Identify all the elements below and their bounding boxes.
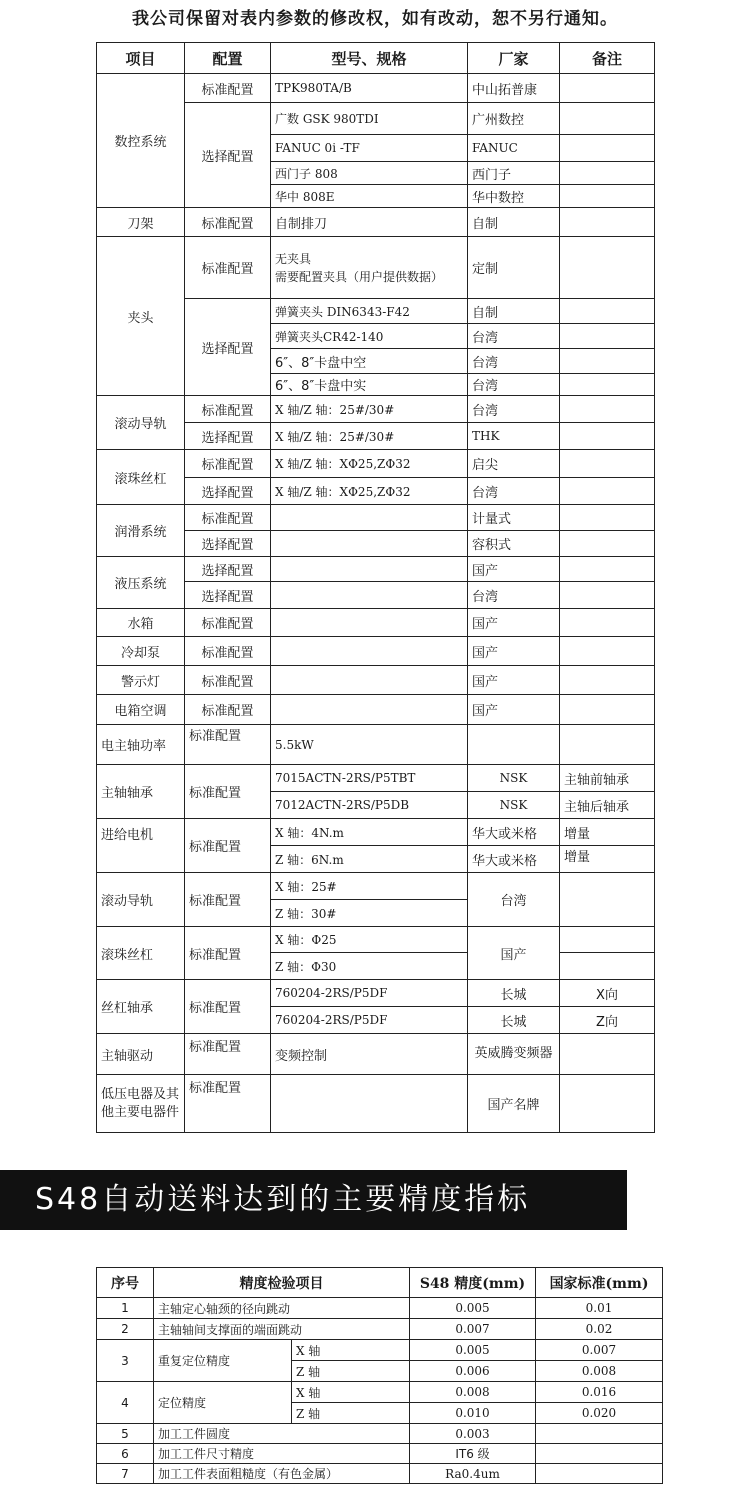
standard-cell: 0.02 (536, 1319, 663, 1340)
item-cell: 刀架 (97, 208, 185, 237)
model-cell (271, 505, 468, 531)
item-cell: 低压电器及其他主要电器件 (97, 1075, 185, 1133)
header-model: 型号、规格 (271, 43, 468, 74)
check-item-cell: 主轴轴间支撑面的端面跳动 (154, 1319, 410, 1340)
maker-cell: 国产 (468, 666, 560, 695)
no-cell: 2 (97, 1319, 154, 1340)
model-cell: 自制排刀 (271, 208, 468, 237)
model-cell (271, 609, 468, 637)
model-cell: Z 轴：6N.m (271, 846, 468, 873)
item-cell: 冷却泵 (97, 637, 185, 666)
maker-cell: 广州数控 (468, 103, 560, 135)
standard-cell: 0.007 (536, 1340, 663, 1361)
config-cell: 标准配置 (185, 765, 271, 819)
config-cell: 标准配置 (185, 609, 271, 637)
item-cell: 润滑系统 (97, 505, 185, 557)
model-cell (271, 582, 468, 609)
note-cell (560, 423, 655, 450)
item-cell: 丝杠轴承 (97, 980, 185, 1034)
config-cell: 标准配置 (185, 666, 271, 695)
item-cell: 滚珠丝杠 (97, 927, 185, 980)
no-cell: 6 (97, 1444, 154, 1464)
check-item-cell: 加工工件圆度 (154, 1424, 410, 1444)
note-cell (560, 873, 655, 927)
header-s48: S48 精度(mm) (410, 1268, 536, 1298)
header-maker: 厂家 (468, 43, 560, 74)
model-cell: 西门子 808 (271, 162, 468, 185)
model-cell: 弹簧夹头CR42-140 (271, 324, 468, 349)
model-cell: X 轴：4N.m (271, 819, 468, 846)
item-cell: 进给电机 (97, 819, 185, 873)
model-cell: X 轴：Φ25 (271, 927, 468, 953)
config-cell: 标准配置 (185, 695, 271, 725)
standard-cell: 0.020 (536, 1403, 663, 1424)
maker-cell: 启尖 (468, 450, 560, 478)
notice-text: 我公司保留对表内参数的修改权，如有改动，恕不另行通知。 (132, 9, 618, 29)
table-row (97, 450, 655, 478)
table-row (97, 557, 655, 582)
maker-cell: 华大或米格 (468, 846, 560, 873)
maker-cell: 华大或米格 (468, 819, 560, 846)
header-note: 备注 (560, 43, 655, 74)
precision-table (96, 1267, 663, 1484)
config-cell: 标准配置 (185, 1075, 271, 1133)
header-no: 序号 (97, 1268, 154, 1298)
table-row (97, 1464, 663, 1484)
model-cell: X 轴/Z 轴：XΦ25,ZΦ32 (271, 478, 468, 505)
item-cell: 夹头 (97, 237, 185, 396)
model-cell: X 轴/Z 轴：25#/30# (271, 423, 468, 450)
table-row (97, 208, 655, 237)
item-cell: 电箱空调 (97, 695, 185, 725)
no-cell: 3 (97, 1340, 154, 1382)
header-item: 项目 (97, 43, 185, 74)
maker-cell: 国产名牌 (468, 1075, 560, 1133)
maker-cell: 台湾 (468, 396, 560, 423)
header-config: 配置 (185, 43, 271, 74)
model-cell (271, 557, 468, 582)
model-cell: 变频控制 (271, 1034, 468, 1075)
axis-cell: X 轴 (292, 1340, 410, 1361)
config-cell: 标准配置 (185, 74, 271, 103)
table-row (97, 1075, 655, 1133)
note-cell: 增量 (560, 819, 655, 846)
model-cell (271, 531, 468, 557)
note-cell (560, 725, 655, 765)
table-row (97, 695, 655, 725)
note-cell (560, 637, 655, 666)
note-cell (560, 478, 655, 505)
maker-cell: NSK (468, 792, 560, 819)
check-item-cell: 主轴定心轴颈的径向跳动 (154, 1298, 410, 1319)
item-cell: 液压系统 (97, 557, 185, 609)
item-cell: 数控系统 (97, 74, 185, 208)
model-cell (271, 695, 468, 725)
model-cell: FANUC 0i -TF (271, 135, 468, 162)
s48-cell: 0.005 (410, 1298, 536, 1319)
config-cell: 标准配置 (185, 505, 271, 531)
note-cell (560, 374, 655, 396)
note-cell: 增量 (560, 846, 655, 873)
maker-cell (468, 725, 560, 765)
header-check-item: 精度检验项目 (154, 1268, 410, 1298)
maker-cell: 西门子 (468, 162, 560, 185)
note-cell (560, 927, 655, 953)
note-cell (560, 103, 655, 135)
model-cell: X 轴/Z 轴：25#/30# (271, 396, 468, 423)
model-cell: 7015ACTN-2RS/P5TBT (271, 765, 468, 792)
model-cell: 6″、8″卡盘中空 (271, 349, 468, 374)
axis-cell: X 轴 (292, 1382, 410, 1403)
config-cell: 选择配置 (185, 423, 271, 450)
table-row (97, 609, 655, 637)
config-cell: 选择配置 (185, 478, 271, 505)
note-cell (560, 1034, 655, 1075)
config-cell: 标准配置 (185, 980, 271, 1034)
item-cell: 主轴轴承 (97, 765, 185, 819)
maker-cell: FANUC (468, 135, 560, 162)
maker-cell: 容积式 (468, 531, 560, 557)
item-cell: 警示灯 (97, 666, 185, 695)
model-cell: 760204-2RS/P5DF (271, 980, 468, 1007)
model-cell: X 轴/Z 轴：XΦ25,ZΦ32 (271, 450, 468, 478)
maker-cell: 台湾 (468, 349, 560, 374)
model-cell: 6″、8″卡盘中实 (271, 374, 468, 396)
maker-cell: 长城 (468, 1007, 560, 1034)
note-cell (560, 1075, 655, 1133)
table-row (97, 74, 655, 103)
note-cell (560, 695, 655, 725)
config-cell: 标准配置 (185, 873, 271, 927)
table-row (97, 819, 655, 846)
model-cell (271, 1075, 468, 1133)
note-cell: X向 (560, 980, 655, 1007)
no-cell: 1 (97, 1298, 154, 1319)
maker-cell: 台湾 (468, 324, 560, 349)
model-cell: 7012ACTN-2RS/P5DB (271, 792, 468, 819)
s48-cell: 0.010 (410, 1403, 536, 1424)
config-cell: 标准配置 (185, 819, 271, 873)
maker-cell: 华中数控 (468, 185, 560, 208)
maker-cell: 计量式 (468, 505, 560, 531)
maker-cell: 国产 (468, 609, 560, 637)
config-cell: 选择配置 (185, 582, 271, 609)
config-cell: 选择配置 (185, 557, 271, 582)
maker-cell: 自制 (468, 208, 560, 237)
s48-cell: 0.008 (410, 1382, 536, 1403)
table-row (97, 237, 655, 299)
maker-cell: 中山拓普康 (468, 74, 560, 103)
model-cell: 无夹具 需要配置夹具（用户提供数据） (271, 237, 468, 299)
model-cell: X 轴：25# (271, 873, 468, 900)
model-cell: Z 轴：Φ30 (271, 953, 468, 980)
note-cell: Z向 (560, 1007, 655, 1034)
maker-cell: 国产 (468, 637, 560, 666)
check-item-cell: 重复定位精度 (154, 1340, 292, 1382)
s48-cell: Ra0.4um (410, 1464, 536, 1484)
precision-header-row (97, 1268, 663, 1298)
item-cell: 滚动导轨 (97, 873, 185, 927)
maker-cell: 自制 (468, 299, 560, 324)
maker-cell: 台湾 (468, 582, 560, 609)
note-cell (560, 557, 655, 582)
config-cell: 标准配置 (185, 450, 271, 478)
spec-table (96, 42, 655, 1133)
item-cell: 主轴驱动 (97, 1034, 185, 1075)
no-cell: 7 (97, 1464, 154, 1484)
note-cell (560, 299, 655, 324)
table-row (97, 765, 655, 792)
table-row (97, 1444, 663, 1464)
table-row (97, 1034, 655, 1075)
note-cell (560, 450, 655, 478)
spec-header-row (97, 43, 655, 74)
precision-banner: S48自动送料达到的主要精度指标 (0, 1170, 627, 1230)
standard-cell: 0.016 (536, 1382, 663, 1403)
table-row (97, 1340, 663, 1361)
maker-cell: 定制 (468, 237, 560, 299)
table-row (97, 980, 655, 1007)
standard-cell (536, 1424, 663, 1444)
maker-cell: 台湾 (468, 374, 560, 396)
model-cell: TPK980TA/B (271, 74, 468, 103)
config-cell: 选择配置 (185, 103, 271, 208)
check-item-cell: 加工工件表面粗糙度（有色金属） (154, 1464, 410, 1484)
note-cell: 主轴前轴承 (560, 765, 655, 792)
note-cell (560, 531, 655, 557)
note-cell (560, 135, 655, 162)
note-cell (560, 505, 655, 531)
config-cell: 标准配置 (185, 1034, 271, 1075)
table-row (97, 666, 655, 695)
maker-cell: 台湾 (468, 478, 560, 505)
note-cell: 主轴后轴承 (560, 792, 655, 819)
config-cell: 选择配置 (185, 531, 271, 557)
model-cell: 760204-2RS/P5DF (271, 1007, 468, 1034)
maker-cell: THK (468, 423, 560, 450)
note-cell (560, 666, 655, 695)
no-cell: 5 (97, 1424, 154, 1444)
table-row (97, 1319, 663, 1340)
config-cell: 标准配置 (185, 637, 271, 666)
standard-cell (536, 1464, 663, 1484)
table-row (97, 396, 655, 423)
config-cell: 标准配置 (185, 396, 271, 423)
model-cell: 华中 808E (271, 185, 468, 208)
config-cell: 标准配置 (185, 208, 271, 237)
table-row (97, 927, 655, 953)
model-cell: 弹簧夹头 DIN6343-F42 (271, 299, 468, 324)
table-row (97, 505, 655, 531)
note-cell (560, 609, 655, 637)
model-cell: 广数 GSK 980TDI (271, 103, 468, 135)
note-cell (560, 237, 655, 299)
table-row (97, 1382, 663, 1403)
note-cell (560, 74, 655, 103)
model-cell: 5.5kW (271, 725, 468, 765)
maker-cell: 国产 (468, 927, 560, 980)
note-cell (560, 185, 655, 208)
table-row (97, 725, 655, 765)
model-cell (271, 666, 468, 695)
item-cell: 滚珠丝杠 (97, 450, 185, 505)
maker-cell: 英威腾变频器 (468, 1034, 560, 1075)
s48-cell: 0.003 (410, 1424, 536, 1444)
item-cell: 滚动导轨 (97, 396, 185, 450)
config-cell: 标准配置 (185, 725, 271, 765)
config-cell: 选择配置 (185, 299, 271, 396)
maker-cell: NSK (468, 765, 560, 792)
standard-cell: 0.01 (536, 1298, 663, 1319)
item-cell: 电主轴功率 (97, 725, 185, 765)
note-cell (560, 324, 655, 349)
check-item-cell: 加工工件尺寸精度 (154, 1444, 410, 1464)
maker-cell: 长城 (468, 980, 560, 1007)
no-cell: 4 (97, 1382, 154, 1424)
axis-cell: Z 轴 (292, 1361, 410, 1382)
model-cell (271, 637, 468, 666)
maker-cell: 国产 (468, 557, 560, 582)
standard-cell (536, 1444, 663, 1464)
maker-cell: 台湾 (468, 873, 560, 927)
table-row (97, 637, 655, 666)
axis-cell: Z 轴 (292, 1403, 410, 1424)
table-row (97, 1424, 663, 1444)
table-row (97, 1298, 663, 1319)
check-item-cell: 定位精度 (154, 1382, 292, 1424)
item-cell: 水箱 (97, 609, 185, 637)
s48-cell: 0.006 (410, 1361, 536, 1382)
note-cell (560, 396, 655, 423)
s48-cell: 0.005 (410, 1340, 536, 1361)
note-cell (560, 208, 655, 237)
standard-cell: 0.008 (536, 1361, 663, 1382)
config-cell: 标准配置 (185, 927, 271, 980)
table-row (97, 873, 655, 900)
maker-cell: 国产 (468, 695, 560, 725)
model-cell: Z 轴：30# (271, 900, 468, 927)
note-cell (560, 953, 655, 980)
note-cell (560, 582, 655, 609)
header-standard: 国家标准(mm) (536, 1268, 663, 1298)
s48-cell: 0.007 (410, 1319, 536, 1340)
note-cell (560, 162, 655, 185)
config-cell: 标准配置 (185, 237, 271, 299)
note-cell (560, 349, 655, 374)
s48-cell: IT6 级 (410, 1444, 536, 1464)
